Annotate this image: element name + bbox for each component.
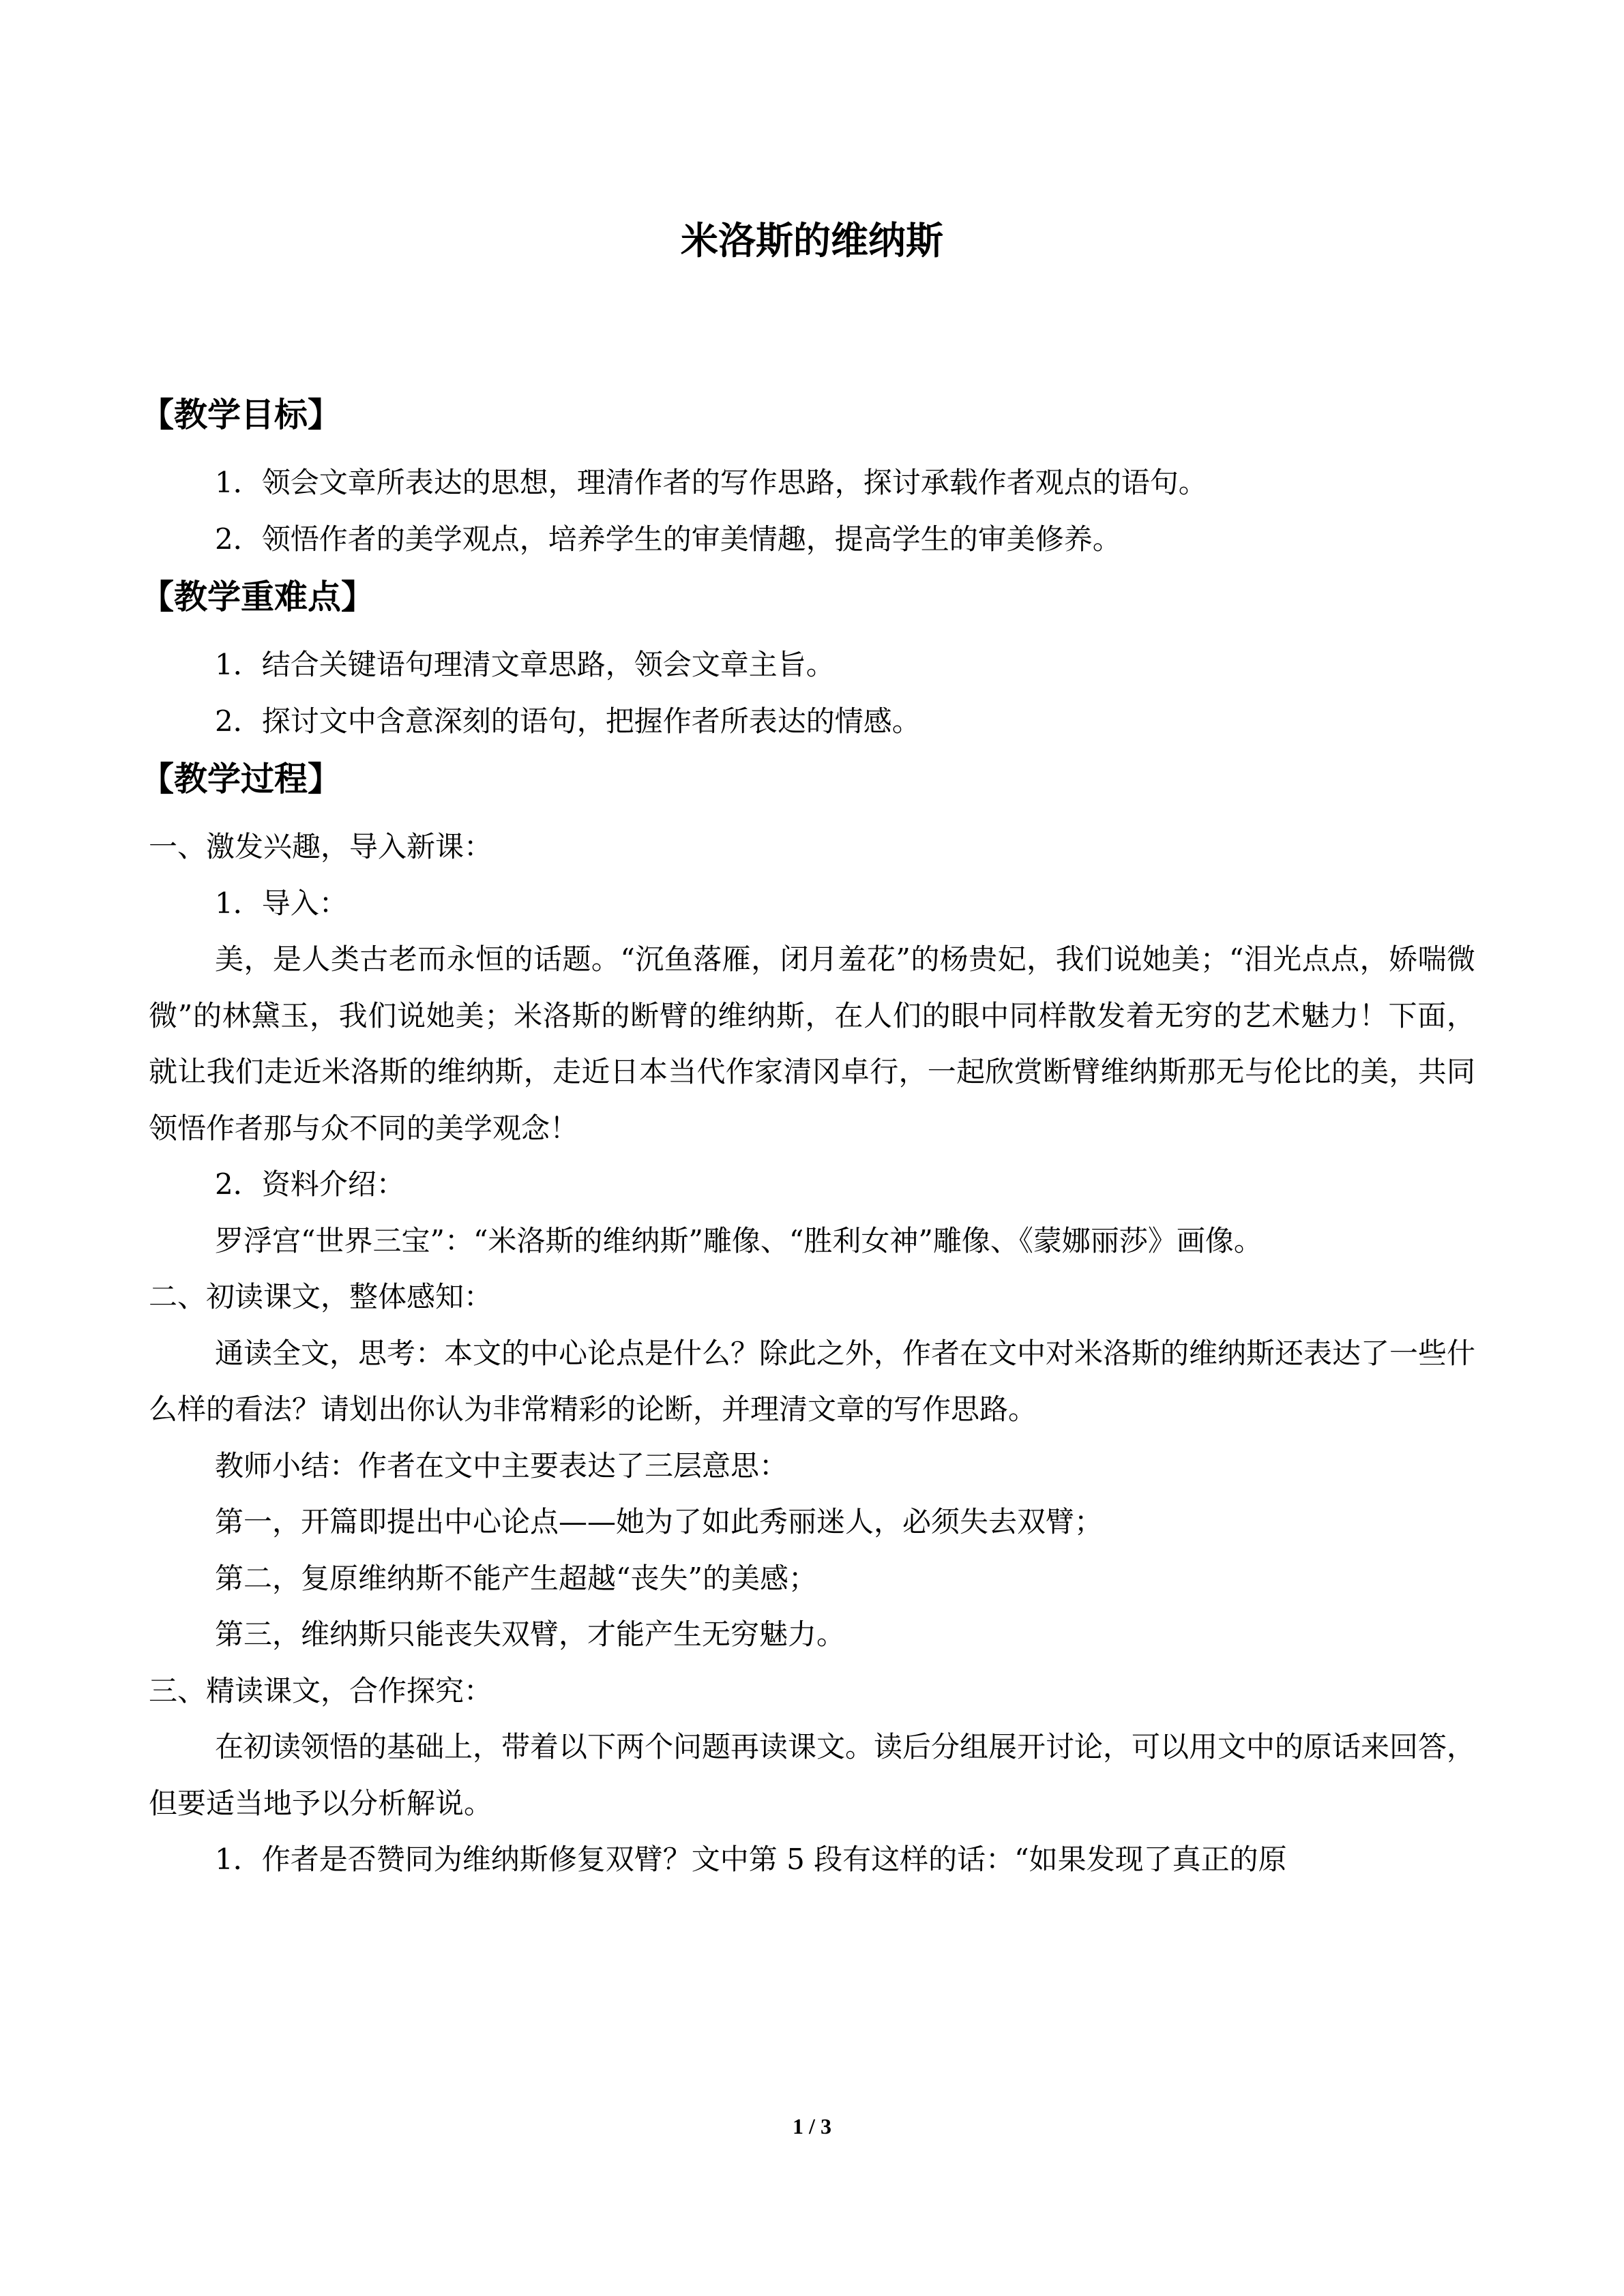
section-heading-process: 【教学过程】 xyxy=(141,760,342,799)
document-title: 米洛斯的维纳斯 xyxy=(680,219,943,263)
process-part-3-text-1: 在初读领悟的基础上，带着以下两个问题再读课文。读后分组展开讨论，可以用文中的原话来回答，但要适当地予以分析解说。 xyxy=(149,1730,1476,1820)
process-part-2-text-4: 第二，复原维纳斯不能产生超越“丧失”的美感； xyxy=(215,1561,817,1595)
process-part-3-text-2: 1．作者是否赞同为维纳斯修复双臂？文中第 5 段有这样的话：“如果发现了真正的原 xyxy=(215,1843,1287,1876)
process-part-1-text-2: 罗浮宫“世界三宝”：“米洛斯的维纳斯”雕像、“胜利女神”雕像、《蒙娜丽莎》画像。 xyxy=(215,1223,1263,1257)
process-part-2-text-5: 第三，维纳斯只能丧失双臂，才能产生无穷魅力。 xyxy=(215,1617,846,1651)
section-heading-objectives: 【教学目标】 xyxy=(141,396,342,434)
process-part-1-text-1: 美，是人类古老而永恒的话题。“沉鱼落雁，闭月羞花”的杨贵妃，我们说她美；“泪光点点，娇喘微微”的林黛玉，我们说她美；米洛斯的断臂的维纳斯，在人们的眼中同样散发着无穷的艺术魅力！下面，就让我们走近米洛斯的维纳斯，走近日本当代作家清冈卓行，一起欣赏断臂维纳斯那无与伦比的美，共同领悟作者那与众不同的美学观念！ xyxy=(149,942,1475,1145)
process-part-2-text-3: 第一，开篇即提出中心论点——她为了如此秀丽迷人，必须失去双臂； xyxy=(215,1505,1104,1538)
process-part-2-text-1: 通读全文，思考：本文的中心论点是什么？除此之外，作者在文中对米洛斯的维纳斯还表达了一些什么样的看法？请划出你认为非常精彩的论断，并理清文章的写作思路。 xyxy=(149,1336,1476,1426)
process-part-1-item-2: 2．资料介绍： xyxy=(215,1167,405,1201)
page-number: 1 / 3 xyxy=(793,2114,831,2138)
process-part-2-text-2: 教师小结：作者在文中主要表达了三层意思： xyxy=(215,1448,788,1482)
process-part-3-title: 三、精读课文，合作探究： xyxy=(149,1673,493,1708)
process-part-2-title: 二、初读课文，整体感知： xyxy=(149,1280,493,1313)
key-point-item-2: 2．探讨文中含意深刻的语句，把握作者所表达的情感。 xyxy=(215,704,921,738)
document-body xyxy=(141,385,1476,1888)
objective-item-2: 2．领悟作者的美学观点，培养学生的审美情趣，提高学生的审美修养。 xyxy=(215,522,1121,556)
process-part-1-item-1: 1．导入： xyxy=(215,886,348,920)
process-part-1-title: 一、激发兴趣，导入新课： xyxy=(149,830,493,863)
objective-item-1: 1．领会文章所表达的思想，理清作者的写作思路，探讨承载作者观点的语句。 xyxy=(215,466,1207,499)
key-point-item-1: 1．结合关键语句理清文章思路，领会文章主旨。 xyxy=(215,648,835,681)
section-heading-key-points: 【教学重难点】 xyxy=(141,578,375,616)
